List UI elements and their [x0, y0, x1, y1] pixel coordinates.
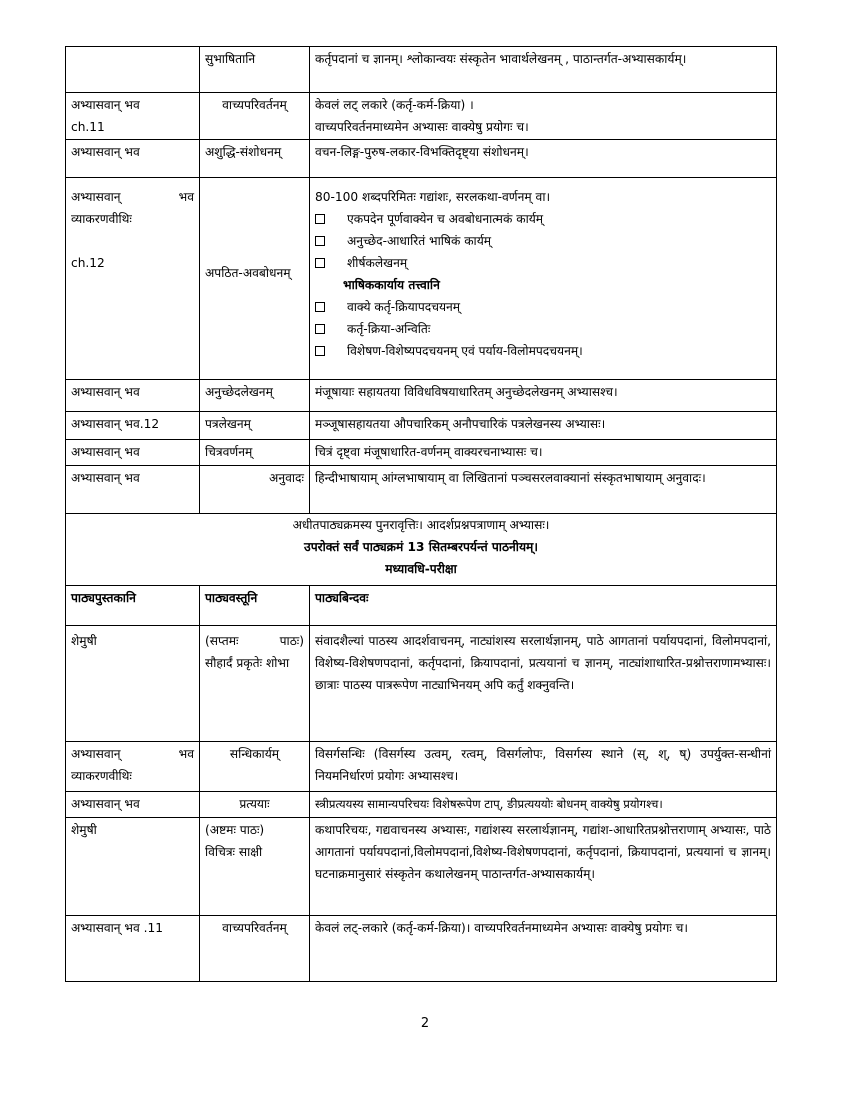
content-cell: मञ्जूषासहायतया औपचारिकम् अनौपचारिकं पत्रलेखनस्य अभ्यासः। — [310, 412, 777, 440]
table-row — [66, 178, 777, 380]
content-cell: हिन्दीभाषायाम् आंग्लभाषायाम् वा लिखितानां पञ्चसरलवाक्यानां संस्कृतभाषायाम् अनुवादः। — [310, 466, 777, 514]
topic-cell: वाच्यपरिवर्तनम् — [200, 916, 310, 982]
chapter-label: ch.12 — [71, 256, 105, 270]
topic-cell: अशुद्धि-संशोधनम् — [200, 140, 310, 178]
content-cell: कथापरिचयः, गद्यवाचनस्य अभ्यासः, गद्यांशस्य सरलार्थज्ञानम्, गद्यांश-आधारितप्रश्नोत्तराणाम् अभ्यासः, पाठे आगतानां पर्यायपदानां,विलोमपदानां,विशेष्य-विशेषणपदानां, कर्तृपदानां, क्रियापदानां, प्रत्ययानां च ज्ञानम्। घटनाक्रमानुसारं संस्कृतेन कथालेखनम् पाठान्तर्गत-अभ्यासकार्यम्। — [310, 818, 777, 916]
table-row — [66, 916, 777, 982]
completion-note: उपरोक्तं सर्वं पाठ्यक्रमं 13 सितम्बरपर्यन्तं पाठनीयम्। — [304, 540, 538, 554]
checkbox-icon — [315, 236, 325, 246]
list-item: एकपदेन पूर्णवाक्येन च अवबोधनात्मकं कार्यम् — [315, 208, 771, 230]
topic-cell — [200, 818, 310, 916]
checkbox-icon — [315, 258, 325, 268]
book-cell: अभ्यासवान् भव — [66, 440, 200, 466]
book-cell — [66, 178, 200, 380]
topic-cell: अनुच्छेदलेखनम् — [200, 380, 310, 412]
checkbox-icon — [315, 214, 325, 224]
page-number: 2 — [420, 1016, 430, 1031]
revision-banner — [66, 514, 777, 586]
book-cell — [66, 93, 200, 140]
column-header: पाठ्यबिन्दवः — [310, 586, 777, 626]
content-cell — [310, 178, 777, 380]
book-cell: अभ्यासवान् भव — [66, 466, 200, 514]
list-item: विशेषण-विशेष्यपदचयनम् एवं पर्याय-विलोमपदचयनम्। — [315, 340, 771, 362]
topic-cell: सन्धिकार्यम् — [200, 742, 310, 792]
topic-cell: अनुवादः — [200, 466, 310, 514]
content-cell: मंजूषायाः सहायतया विविधविषयाधारितम् अनुच्छेदलेखनम् अभ्यासश्च। — [310, 380, 777, 412]
table-row — [66, 818, 777, 916]
book-cell: अभ्यासवान् भव .11 — [66, 916, 200, 982]
book-cell — [66, 742, 200, 792]
book-subtitle: व्याकरणवीथिः — [71, 769, 132, 783]
content-cell: केवलं लट्-लकारे (कर्तृ-कर्म-क्रिया)। वाच्यपरिवर्तनमाध्यमेन अभ्यासः वाक्येषु प्रयोगः च। — [310, 916, 777, 982]
section-heading: भाषिककार्याय तत्त्वानि — [343, 278, 440, 292]
list-item: शीर्षकलेखनम् — [315, 252, 771, 274]
table-row — [66, 626, 777, 742]
table-row — [66, 466, 777, 514]
topic-cell: प्रत्ययाः — [200, 792, 310, 818]
chapter-label: ch.11 — [71, 120, 105, 134]
book-cell: शेमुषी — [66, 818, 200, 916]
topic-cell — [200, 178, 310, 380]
book-cell: अभ्यासवान् भव.12 — [66, 412, 200, 440]
table-row — [66, 742, 777, 792]
book-cell: अभ्यासवान् भव — [66, 140, 200, 178]
book-name: अभ्यासवान् भव — [71, 747, 194, 761]
content-cell: स्त्रीप्रत्ययस्य सामान्यपरिचयः विशेषरूपेण टाप्, ङीप्रत्यययोः बोधनम् वाक्येषु प्रयोगश्च। — [310, 792, 777, 818]
checkbox-icon — [315, 302, 325, 312]
book-name: अभ्यासवान् भव — [71, 98, 140, 112]
table-row — [66, 514, 777, 586]
list-item: वाक्ये कर्तृ-क्रियापदचयनम् — [315, 296, 771, 318]
list-item: अनुच्छेद-आधारितं भाषिकं कार्यम् — [315, 230, 771, 252]
checkbox-icon — [315, 324, 325, 334]
content-cell: चित्रं दृष्ट्वा मंजूषाधारित-वर्णनम् वाक्यरचनाभ्यासः च। — [310, 440, 777, 466]
topic-cell — [200, 626, 310, 742]
content-line: वाच्यपरिवर्तनमाध्यमेन अभ्यासः वाक्येषु प्रयोगः च। — [315, 120, 529, 134]
topic-cell: चित्रवर्णनम् — [200, 440, 310, 466]
topic-cell: पत्रलेखनम् — [200, 412, 310, 440]
table-header-row — [66, 586, 777, 626]
content-line: केवलं लट् लकारे (कर्तृ-कर्म-क्रिया) । — [315, 98, 474, 112]
checkbox-icon — [315, 346, 325, 356]
revision-note: अधीतपाठ्यक्रमस्य पुनरावृत्तिः। आदर्शप्रश्नपत्राणाम् अभ्यासः। — [292, 518, 550, 532]
lesson-number: (सप्तमः पाठः) — [205, 634, 304, 648]
book-cell: अभ्यासवान् भव — [66, 380, 200, 412]
table-row — [66, 412, 777, 440]
column-header: पाठ्यवस्तूनि — [200, 586, 310, 626]
topic-cell: वाच्यपरिवर्तनम् — [200, 93, 310, 140]
book-subtitle: व्याकरणवीथिः — [71, 212, 132, 226]
topic-label: अपठित-अवबोधनम् — [205, 266, 291, 280]
content-intro: 80-100 शब्दपरिमितः गद्यांशः, सरलकथा-वर्णनम् वा। — [315, 190, 551, 204]
content-cell — [310, 93, 777, 140]
table-row — [66, 440, 777, 466]
book-cell: अभ्यासवान् भव — [66, 792, 200, 818]
list-item: कर्तृ-क्रिया-अन्वितिः — [315, 318, 771, 340]
content-cell: कर्तृपदानां च ज्ञानम्। श्लोकान्वयः संस्कृतेन भावार्थलेखनम् , पाठान्तर्गत-अभ्यासकार्यम्। — [310, 47, 777, 93]
lesson-title: विचित्रः साक्षी — [205, 845, 263, 859]
content-cell: संवादशैल्यां पाठस्य आदर्शवाचनम्, नाट्यांशस्य सरलार्थज्ञानम्, पाठे आगतानां पर्यायपदानां, विलोमपदानां, विशेष्य-विशेषणपदानां, कर्तृपदानां, क्रियापदानां, प्रत्ययानां च ज्ञानम्, नाट्यांशाधारित-प्रश्नोत्तराणामभ्यासः। छात्राः पाठस्य पात्ररूपेण नाट्याभिनयम् अपि कर्तुं शक्नुवन्ति। — [310, 626, 777, 742]
content-cell: विसर्गसन्धिः (विसर्गस्य उत्वम्, रत्वम्, विसर्गलोपः, विसर्गस्य स्थाने (स्, श्, ष्) उपर्युक्त-सन्धीनां नियमनिर्धारणं प्रयोगः अभ्यासश्च। — [310, 742, 777, 792]
lesson-title: सौहार्दं प्रकृतेः शोभा — [205, 656, 290, 670]
table-row — [66, 140, 777, 178]
table-row — [66, 380, 777, 412]
table-row — [66, 47, 777, 93]
syllabus-table — [65, 46, 777, 982]
table-row — [66, 93, 777, 140]
book-cell — [66, 47, 200, 93]
book-cell: शेमुषी — [66, 626, 200, 742]
exam-title: मध्यावधि-परीक्षा — [385, 562, 457, 576]
lesson-number: (अष्टमः पाठः) — [205, 823, 265, 837]
book-name: अभ्यासवान् भव — [71, 190, 194, 204]
table-row — [66, 792, 777, 818]
topic-cell: सुभाषितानि — [200, 47, 310, 93]
column-header: पाठ्यपुस्तकानि — [66, 586, 200, 626]
content-cell: वचन-लिङ्ग-पुरुष-लकार-विभक्तिदृष्ट्या संशोधनम्। — [310, 140, 777, 178]
